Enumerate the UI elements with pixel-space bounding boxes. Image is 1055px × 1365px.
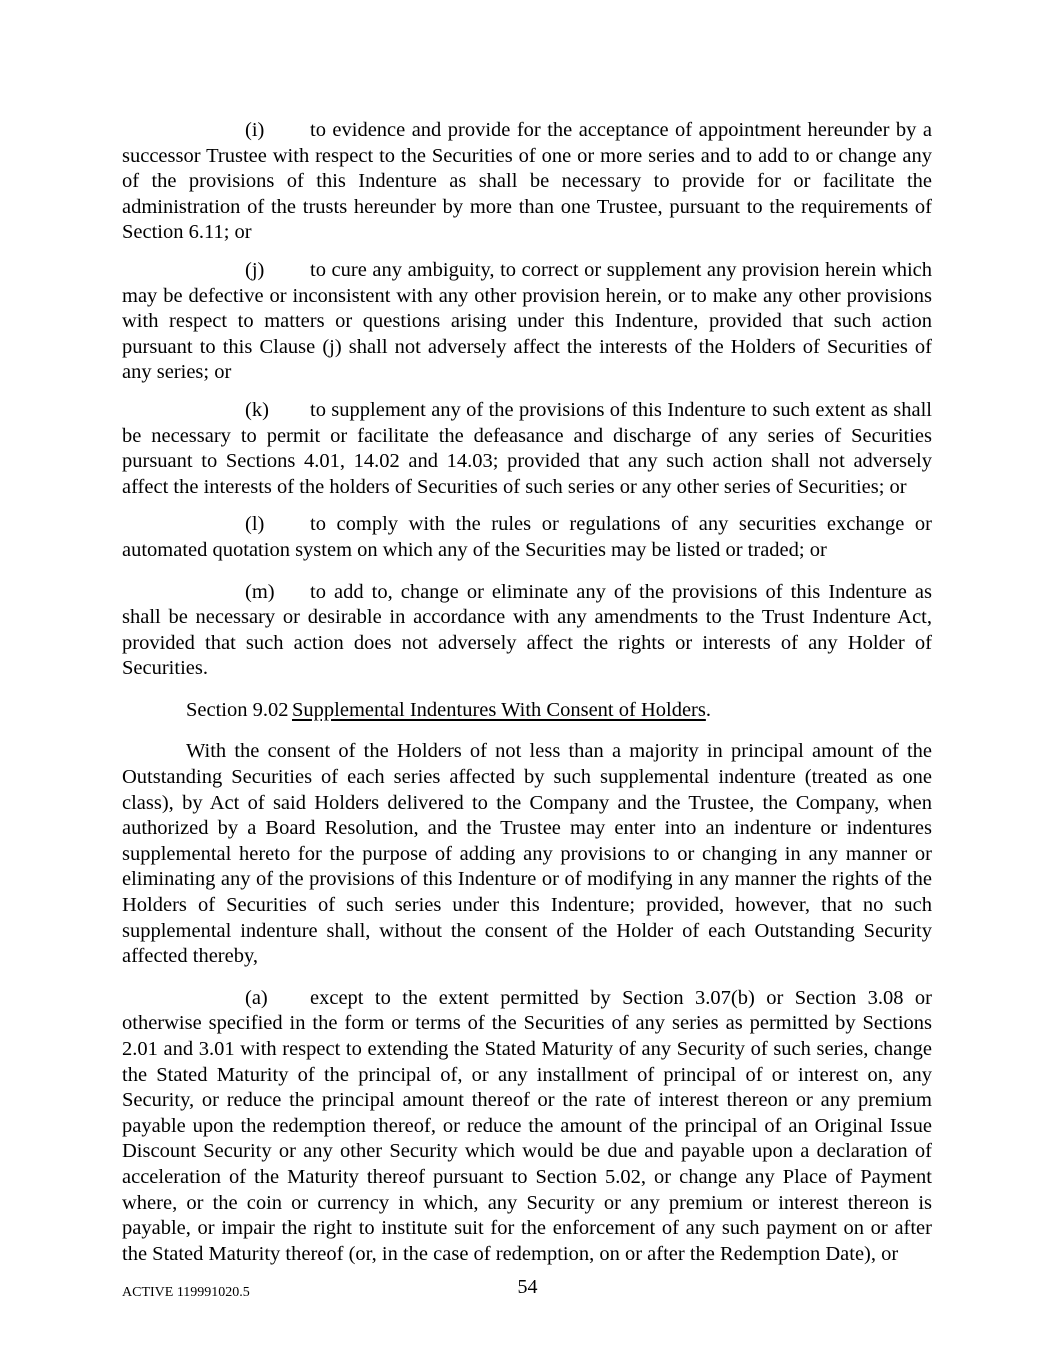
- clause-marker-a: (a): [245, 986, 268, 1009]
- clause-paragraph-m: [122, 580, 932, 682]
- clause-paragraph-k: [122, 398, 932, 500]
- clause-marker-k: (k): [245, 398, 269, 421]
- clause-text-i: to evidence and provide for the acceptance of appointment hereunder by a successor Trustee with respect to the Securities of one or more series and to add to or change any of the provisions of this Indenture as shall be necessary to provide for or facilitate the administration of the trusts hereunder by more than one Trustee, pursuant to the requirements of Section 6.11; or: [122, 119, 932, 244]
- clause-marker-m: (m): [245, 580, 275, 603]
- section-heading: [122, 698, 932, 724]
- clause-paragraph-l: [122, 512, 932, 563]
- clause-paragraph-a: [122, 986, 932, 1268]
- clause-text-a: except to the extent permitted by Section 3.07(b) or Section 3.08 or otherwise specified in the form or terms of the Securities of any series as permitted by Sections 2.01 and 3.01 with respect to extending the Stated Maturity of any Security of such series, change the Stated Maturity of the principal of, or any installment of principal of or interest on, any Security, or reduce the principal amount thereof or the rate of interest thereon or any premium payable upon the redemption thereof, or reduce the amount of the principal of an Original Issue Discount Security or any other Security which would be due and payable upon a declaration of acceleration of the Maturity thereof pursuant to Section 5.02, or change any Place of Payment where, or the coin or currency in which, any Security or any premium or interest thereon is payable, or impair the right to institute suit for the enforcement of any such payment on or after the Stated Maturity thereof (or, in the case of redemption, on or after the Redemption Date), or: [122, 986, 932, 1265]
- clause-marker-i: (i): [245, 119, 265, 141]
- clause-text-m: to add to, change or eliminate any of the provisions of this Indenture as shall be necessary or desirable in accordance with any amendments to the Trust Indenture Act, provided that such action does not adversely affect the rights or interests of any Holder of Securities.: [122, 580, 932, 680]
- clause-marker-j: (j): [245, 258, 265, 281]
- footer-page-number: 54: [517, 1276, 538, 1298]
- section-title: Supplemental Indentures With Consent of Holders: [292, 698, 706, 721]
- clause-paragraph-j: [122, 258, 932, 386]
- clause-text-k: to supplement any of the provisions of this Indenture to such extent as shall be necessary to permit or facilitate the defeasance and discharge of any series of Securities pursuant to Sections 4.01, 14.02 and 14.03; provided that any such action shall not adversely affect the interests of the holders of Securities of such series or any other series of Securities; or: [122, 398, 932, 498]
- section-number: Section 9.02: [186, 698, 289, 721]
- clause-marker-l: (l): [245, 513, 265, 536]
- document-content: [122, 118, 932, 1267]
- footer-document-id: ACTIVE 119991020.5: [122, 1285, 250, 1300]
- clause-text-l: to comply with the rules or regulations of any securities exchange or automated quotation system on which any of the Securities may be listed or traded; or: [122, 513, 932, 561]
- body-paragraph: With the consent of the Holders of not less than a majority in principal amount of the Outstanding Securities of each series affected by such supplemental indenture (treated as one class), by Act of said Holders delivered to the Company and the Trustee, the Company, when authorized by a Board Resolution, and the Trustee may enter into an indenture or indentures supplemental hereto for the purpose of adding any provisions to or changing in any manner or eliminating any of the provisions of this Indenture or of modifying in any manner the rights of the Holders of Securities of such series under this Indenture; provided, however, that no such supplemental indenture shall, without the consent of the Holder of each Outstanding Security affected thereby,: [122, 740, 932, 968]
- section-title-period: .: [705, 698, 711, 721]
- clause-paragraph-i: [122, 118, 932, 246]
- clause-text-j: to cure any ambiguity, to correct or supplement any provision herein which may be defective or inconsistent with any other provision herein, or to make any other provisions with respect to matters or questions arising under this Indenture, provided that such action pursuant to this Clause (j) shall not adversely affect the interests of the Holders of Securities of any series; or: [122, 258, 932, 384]
